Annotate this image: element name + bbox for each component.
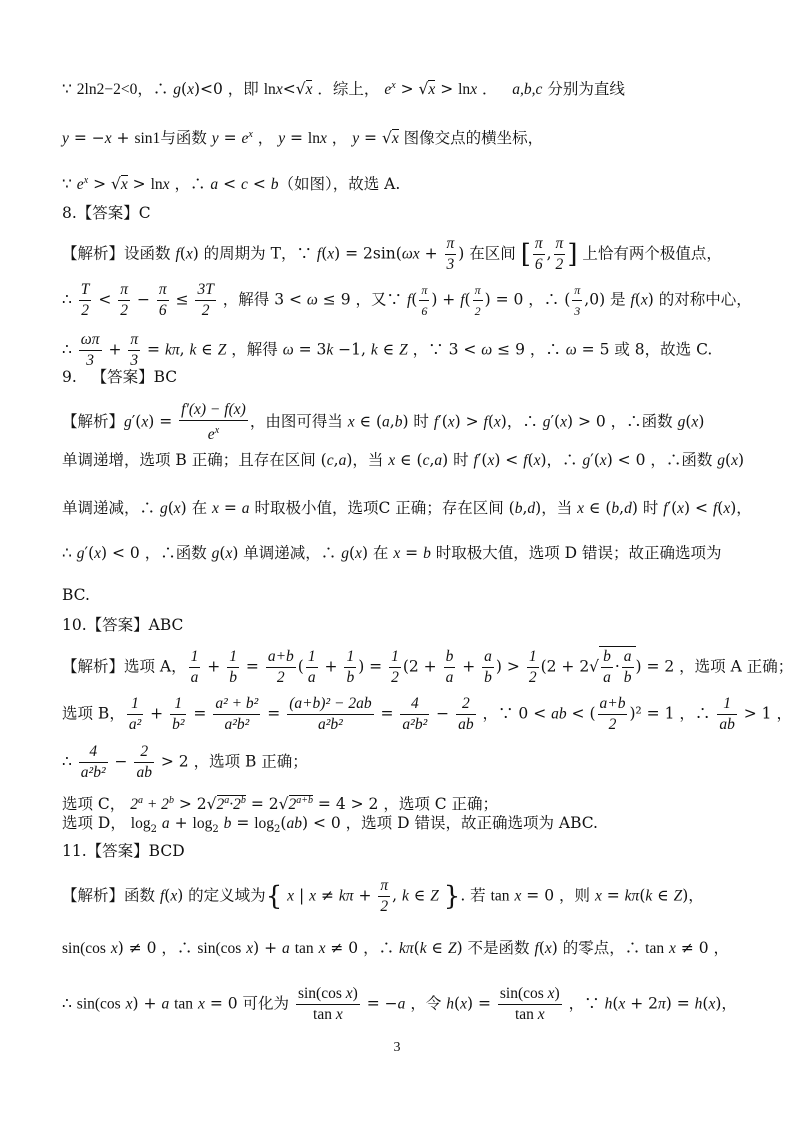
answer-heading-11: 11.【答案】BCD xyxy=(62,842,185,860)
text-line-9c: 单调递减，∴ g(x) 在 x = a 时取极小值，选项C 正确；存在区间 (b,d)，当 x ∈ (b,d) 时 f′(x) < f(x)， xyxy=(62,499,752,517)
text-line-9d: ∴ g′(x) < 0 ，∴函数 g(x) 单调递减，∴ g(x) 在 x = b 时取极大值，选项 D 错误；故正确选项为 xyxy=(62,544,722,562)
text-line-10e: 选项 D， $\log_2 a + \log_2 b = \log_2(ab) < 0$ ，选项 D 错误，故正确选项为 ABC. xyxy=(62,814,598,836)
text-line-8a: 【解析】设函数 f(x) 的周期为 T，∵ f(x) = 2sin(ωx + $\frac{\pi}{3}$ ) 在区间 [ $\frac{\pi}{6}$ , $\frac{\pi}{2}$ ] 上恰有两个极值点， xyxy=(62,235,722,273)
text-line-9a: 【解析】g′(x) = $\frac{f'(x) - f(x)}{e^x}$ ，由图可得当 x ∈ (a,b) 时 f′(x) > f(x)，∴ g′(x) > 0 ，∴函数 g(x) xyxy=(62,401,705,444)
text-line-2: y = −x + sin1与函数 $y = e^x$ ， y = lnx ， y = √x 图像交点的横坐标， xyxy=(62,129,544,148)
text-line-10b: 选项 B， $\frac{1}{\text{a²}}$ + $\frac{1}{\text{b²}}$ = $\frac{\text{a² + b²}}{\text{a²b²}}$ = $\frac{\text{(a+b)² − 2ab}}{\text{a²b²}}$ = $\frac{4}{\text{a²b²}}$ − $\frac{2}{ab}$ ，∵ 0 < ab < ( $\frac{a+b}{2}$ )² = 1 ，∴ $\frac{1}{ab}$ > 1 ， xyxy=(62,695,792,733)
text-line-11c: ∴ sin(cos x) + a tan x = 0 可化为 $\frac{\text{sin(cos x)}}{\text{tan x}}$ = −a ，令 h(x) = $\frac{\text{sin(cos x)}}{\text{tan x}}$ ，∵ h(x + 2π) = h(x)， xyxy=(62,985,737,1023)
answer-heading-8: 8.【答案】C xyxy=(62,204,151,222)
page-number: 3 xyxy=(393,1040,401,1055)
text-line-9b: 单调递增，选项 B 正确；且存在区间 (c,a)，当 x ∈ (c,a) 时 f′(x) < f(x)，∴ g′(x) < 0 ，∴函数 g(x) xyxy=(62,451,745,469)
text-line-10d: 选项 C， $2^a + 2^b > 2√2^a\cdot 2^b = 2√2^{a+b} = 4 > 2$ ，选项 C 正确； xyxy=(62,795,499,814)
text-line-11b: sin(cos x) ≠ 0 ，∴ sin(cos x) + a tan x ≠ 0 ，∴ kπ(k ∈ Z) 不是函数 f(x) 的零点，∴ tan x ≠ 0 ， xyxy=(62,939,730,957)
text-line-1 xyxy=(62,75,754,101)
answer-heading-10: 10.【答案】ABC xyxy=(62,616,184,634)
answer-heading-9: 9. 【答案】BC xyxy=(62,368,178,386)
text-line-8b: ∴ $\frac{T}{2}$ < $\frac{\pi}{2}$ − $\frac{\pi}{6}$ ≤ $\frac{3T}{2}$ ，解得 3 < ω ≤ 9 ，又∵ f( $\frac{\pi}{6}$ ) + f( $\frac{\pi}{2}$ ) = 0 ，∴ ( $\frac{\pi}{3}$ ,0) 是 f(x) 的对称中心， xyxy=(62,281,752,319)
text-line-8c: ∴ $\frac{\omega\pi}{3}$ + $\frac{\pi}{3}$ = kπ, k ∈ Z ，解得 ω = 3k −1, k ∈ Z ，∵ 3 < ω ≤ 9 ，∴ ω = 5 或 8，故选 C. xyxy=(62,331,713,369)
text-line-10c: ∴ $\frac{4}{\text{a²b²}}$ − $\frac{2}{ab}$ > 2 ，选项 B 正确； xyxy=(62,743,308,781)
text-line-11a: 【解析】函数 f(x) 的定义域为{ x | x ≠ kπ + $\frac{\pi}{2}$ , k ∈ Z }. 若 tan x = 0 ，则 x = kπ(k ∈ Z)， xyxy=(62,877,704,915)
text-line-3: ∵ $e^x > √x > \ln x$ ，∴ a < c < b（如图），故选 A. xyxy=(62,175,401,194)
math-inline: ∵ 2ln2−2<0，∴ g(x)<0 ，即 lnx<√x ．综上， $e^x > √x > \ln x$ ． a,b,c 分别为直线 xyxy=(62,80,625,99)
text-line-9e: BC. xyxy=(62,586,90,604)
text-line-10a: 【解析】选项 A， $\frac{1}{a}$ + $\frac{1}{b}$ = $\frac{a+b}{2}$ ( $\frac{1}{a}$ + $\frac{1}{b}$ ) = $\frac{1}{2}$ (2 + $\frac{b}{a}$ + $\frac{a}{b}$ ) > $\frac{1}{2}$ (2 + 2√ $\frac{b}{a}$ · $\frac{a}{b}$ ) = 2 ，选项 A 正确； xyxy=(62,648,794,686)
